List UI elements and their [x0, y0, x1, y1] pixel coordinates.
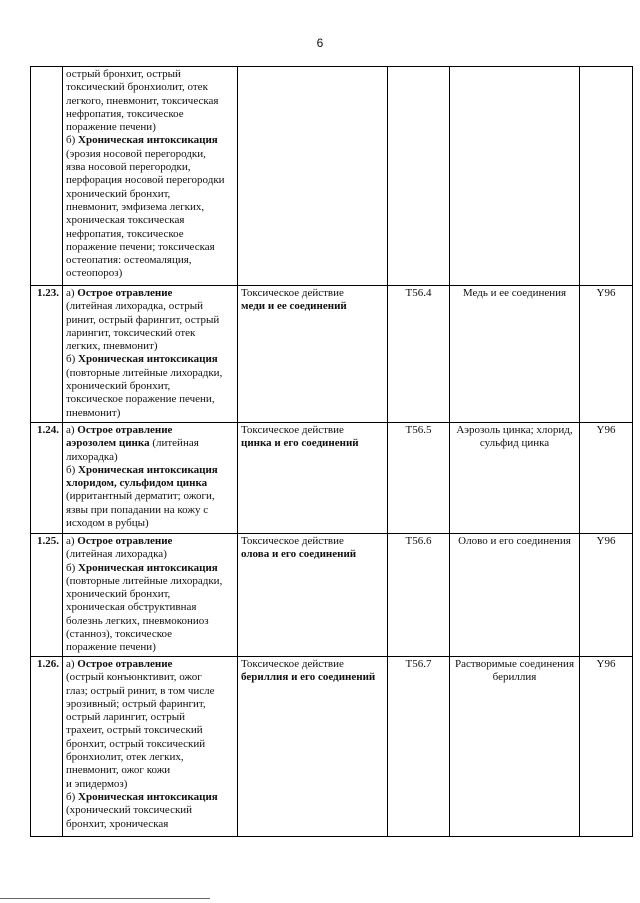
- disease-line-heading: аэрозолем цинка: [66, 437, 150, 450]
- substance-cell: Растворимые соединения бериллия: [450, 657, 580, 837]
- table-row: [31, 534, 633, 657]
- disease-line: [66, 214, 234, 227]
- disease-line: [66, 464, 234, 477]
- effect-cell: [238, 286, 388, 423]
- effect-substance: цинка и его соединений: [241, 437, 359, 450]
- disease-line: [66, 575, 234, 588]
- disease-line: [66, 134, 234, 147]
- external-cause-cell: Y96: [580, 657, 633, 837]
- table-row: [31, 423, 633, 534]
- disease-line-text: острый ларингит, острый: [66, 711, 186, 724]
- disease-cell: [63, 67, 238, 286]
- disease-line: [66, 698, 234, 711]
- disease-line-text: поражение печени): [66, 641, 156, 654]
- disease-cell: [63, 657, 238, 837]
- disease-line-text: б): [66, 463, 79, 476]
- disease-line-text: глаз; острый ринит, в том числе: [66, 684, 215, 697]
- disease-line: [66, 658, 234, 671]
- disease-line: [66, 738, 234, 751]
- disease-line-text: лихорадка): [66, 450, 118, 463]
- disease-line: [66, 95, 234, 108]
- disease-line: [66, 68, 234, 81]
- external-cause-cell: Y96: [580, 286, 633, 423]
- disease-line: [66, 778, 234, 791]
- disease-line: [66, 201, 234, 214]
- page-number: 6: [316, 36, 324, 50]
- disease-line: [66, 353, 234, 366]
- disease-line-text: (эрозия носовой перегородки,: [66, 147, 206, 160]
- disease-line: [66, 437, 234, 450]
- external-cause-cell: [580, 67, 633, 286]
- disease-line-text: (повторные литейные лихорадки,: [66, 366, 223, 379]
- disease-line: [66, 287, 234, 300]
- disease-line-text: (повторные литейные лихорадки,: [66, 574, 223, 587]
- disease-line-heading: Острое отравление: [77, 424, 173, 436]
- footnote-rule: [0, 898, 210, 899]
- disease-line-text: пневмонит, эмфизема легких,: [66, 200, 205, 213]
- disease-line-text: б): [66, 561, 79, 574]
- row-number-cell: 1.24.: [31, 423, 63, 534]
- disease-line: [66, 490, 234, 503]
- disease-line: [66, 711, 234, 724]
- effect-substance: бериллия и его соединений: [241, 671, 376, 684]
- disease-line: [66, 615, 234, 628]
- disease-line-text: б): [66, 134, 79, 147]
- table-row: [31, 286, 633, 423]
- disease-line-text: остеопороз): [66, 267, 123, 280]
- disease-line: [66, 81, 234, 94]
- effect-substance: меди и ее соединений: [241, 300, 347, 313]
- disease-line: [66, 407, 234, 420]
- disease-line-heading: Хроническая интоксикация: [78, 561, 218, 574]
- disease-line-text: б): [66, 790, 79, 803]
- disease-line-text: исходом в рубцы): [66, 517, 149, 530]
- disease-line: [66, 628, 234, 641]
- effect-text: Токсическое действие: [241, 535, 344, 547]
- disease-line: [66, 641, 234, 654]
- disease-line-text: токсический бронхиолит, отек: [66, 81, 208, 94]
- disease-line-text: (станноз), токсическое: [66, 628, 173, 641]
- disease-line: [66, 121, 234, 134]
- disease-line-text: б): [66, 353, 79, 366]
- disease-line-text: токсическое поражение печени,: [66, 393, 215, 406]
- disease-line: [66, 254, 234, 267]
- disease-line-text: хронический бронхит,: [66, 380, 171, 393]
- disease-line: [66, 451, 234, 464]
- disease-line: [66, 685, 234, 698]
- disease-line-text: бронхит, хроническая: [66, 817, 169, 830]
- table-row: [31, 657, 633, 837]
- disease-cell: [63, 423, 238, 534]
- disease-line: [66, 517, 234, 530]
- disease-line-heading: Острое отравление: [77, 287, 173, 299]
- disease-line-text: перфорация носовой перегородки: [66, 174, 225, 187]
- disease-line: [66, 327, 234, 340]
- table-row-continuation: [31, 67, 633, 286]
- disease-line: [66, 228, 234, 241]
- effect-cell: [238, 423, 388, 534]
- disease-line-text: (литейная лихорадка, острый: [66, 300, 204, 313]
- disease-line: [66, 188, 234, 201]
- effect-text: Токсическое действие: [241, 658, 344, 670]
- disease-line: [66, 267, 234, 280]
- disease-line: [66, 751, 234, 764]
- disease-line: [66, 818, 234, 831]
- disease-line-heading: Острое отравление: [77, 535, 173, 547]
- effect-cell: [238, 534, 388, 657]
- row-number-cell: [31, 67, 63, 286]
- disease-line-text: легких, пневмонит): [66, 340, 158, 353]
- effect-text: Токсическое действие: [241, 424, 344, 436]
- disease-line-text: язва носовой перегородки,: [66, 161, 191, 174]
- code-cell: [388, 67, 450, 286]
- disease-line: [66, 724, 234, 737]
- disease-line: [66, 314, 234, 327]
- disease-line-text: нефропатия, токсическое: [66, 227, 184, 240]
- disease-line-text: болезнь легких, пневмокониоз: [66, 614, 209, 627]
- disease-line: [66, 340, 234, 353]
- disease-line: [66, 148, 234, 161]
- disease-line-text: ринит, острый фарингит, острый: [66, 313, 220, 326]
- disease-line-text: ларингит, токсический отек: [66, 326, 196, 339]
- disease-line-heading: Хроническая интоксикация: [78, 463, 218, 476]
- icd-code-cell: T56.6: [388, 534, 450, 657]
- disease-line: [66, 804, 234, 817]
- disease-line: [66, 161, 234, 174]
- external-cause-cell: Y96: [580, 534, 633, 657]
- disease-line-text: пневмонит, ожог кожи: [66, 764, 171, 777]
- disease-line: [66, 393, 234, 406]
- disease-line: [66, 241, 234, 254]
- disease-line-text: а): [66, 658, 78, 670]
- disease-line: [66, 504, 234, 517]
- disease-line: [66, 588, 234, 601]
- disease-line-text: нефропатия, токсическое: [66, 107, 184, 120]
- disease-line: [66, 562, 234, 575]
- substance-cell: Аэрозоль цинка; хлорид, сульфид цинка: [450, 423, 580, 534]
- icd-code-cell: T56.5: [388, 423, 450, 534]
- disease-line-text: остеопатия: остеомаляция,: [66, 254, 192, 267]
- disease-line-text: хроническая обструктивная: [66, 601, 197, 614]
- disease-line-heading: Острое отравление: [77, 658, 173, 670]
- disease-line: [66, 380, 234, 393]
- disease-line: [66, 791, 234, 804]
- disease-line-text: а): [66, 287, 78, 299]
- disease-cell: [63, 286, 238, 423]
- disease-line-heading: Хроническая интоксикация: [78, 353, 218, 366]
- disease-line: [66, 535, 234, 548]
- disease-line: [66, 764, 234, 777]
- disease-line-text: эрозивный; острый фарингит,: [66, 697, 206, 710]
- disease-line-text: а): [66, 535, 78, 547]
- icd-code-cell: T56.7: [388, 657, 450, 837]
- disease-line-text: поражение печени; токсическая: [66, 240, 215, 253]
- icd-code-cell: T56.4: [388, 286, 450, 423]
- disease-table: [30, 66, 633, 837]
- external-cause-cell: Y96: [580, 423, 633, 534]
- disease-line-text: (хронический токсический: [66, 804, 193, 817]
- disease-line-text: трахеит, острый токсический: [66, 724, 203, 737]
- disease-line-text: хронический бронхит,: [66, 588, 171, 601]
- disease-line-text: (острый конъюнктивит, ожог: [66, 671, 202, 684]
- disease-line: [66, 300, 234, 313]
- disease-line: [66, 367, 234, 380]
- disease-line-text: поражение печени): [66, 121, 156, 134]
- effect-text: Токсическое действие: [241, 287, 344, 299]
- disease-line: [66, 477, 234, 490]
- disease-line-heading: хлоридом, сульфидом цинка: [66, 477, 208, 490]
- disease-cell: [63, 534, 238, 657]
- row-number-cell: 1.25.: [31, 534, 63, 657]
- disease-line-text: и эпидермоз): [66, 777, 128, 790]
- disease-line: [66, 108, 234, 121]
- disease-line-text: острый бронхит, острый: [66, 68, 181, 80]
- disease-line-text: бронхит, острый токсический: [66, 737, 206, 750]
- disease-line: [66, 671, 234, 684]
- substance-cell: [450, 67, 580, 286]
- disease-line-heading: Хроническая интоксикация: [78, 790, 218, 803]
- disease-line: [66, 548, 234, 561]
- disease-line-text: (литейная лихорадка): [66, 548, 167, 561]
- disease-line-text: хроническая токсическая: [66, 214, 185, 227]
- disease-line-text: хронический бронхит,: [66, 187, 171, 200]
- disease-line-text: легкого, пневмонит, токсическая: [66, 94, 219, 107]
- disease-line: [66, 424, 234, 437]
- disease-line: [66, 174, 234, 187]
- disease-line-text: пневмонит): [66, 406, 121, 419]
- disease-line-text: бронхиолит, отек легких,: [66, 751, 184, 764]
- disease-line: [66, 601, 234, 614]
- disease-line-text: (ирритантный дерматит; ожоги,: [66, 490, 215, 503]
- disease-line-text: (литейная: [149, 437, 199, 450]
- substance-cell: Медь и ее соединения: [450, 286, 580, 423]
- substance-cell: Олово и его соединения: [450, 534, 580, 657]
- disease-line-heading: Хроническая интоксикация: [78, 134, 218, 147]
- disease-line-text: язвы при попадании на кожу с: [66, 503, 209, 516]
- effect-substance: олова и его соединений: [241, 548, 357, 561]
- row-number-cell: 1.26.: [31, 657, 63, 837]
- effect-cell: [238, 657, 388, 837]
- disease-line-text: а): [66, 424, 78, 436]
- row-number-cell: 1.23.: [31, 286, 63, 423]
- effect-cell: [238, 67, 388, 286]
